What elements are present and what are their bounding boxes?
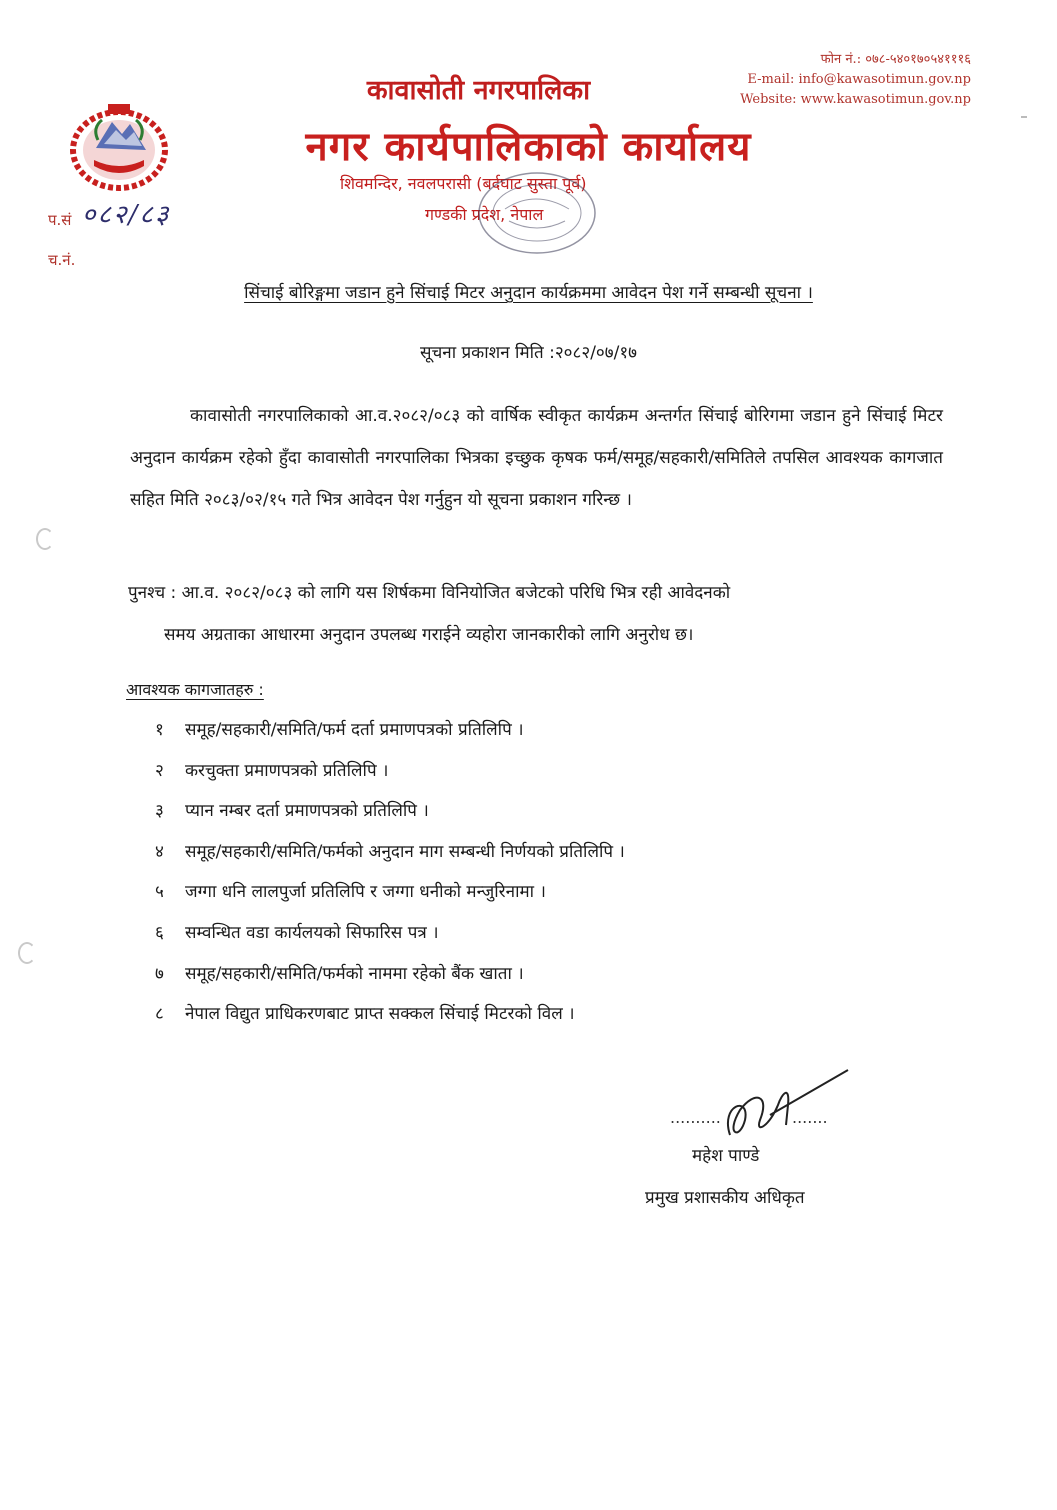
list-item <box>155 715 625 756</box>
handwritten-signature-icon <box>670 1065 850 1155</box>
svg-text:.......: ....... <box>792 1108 828 1127</box>
list-item-text: सम्वन्धित वडा कार्यलयको सिफारिस पत्र । <box>185 922 439 943</box>
address-line1: शिवमन्दिर, नवलपरासी (बर्दघाट सुस्ता पूर्व) <box>340 174 587 193</box>
contact-email: E-mail: info@kawasotimun.gov.np <box>747 72 971 87</box>
list-item <box>155 918 625 959</box>
list-item <box>155 796 625 837</box>
org-name: कावासोती नगरपालिका <box>366 75 591 106</box>
list-item <box>155 959 625 1000</box>
notice-subject <box>0 280 1057 303</box>
contact-phone: फोन नं.: ०७८-५४०१७०५४१११६ <box>820 52 971 67</box>
list-item-text: जग्गा धनि लालपुर्जा प्रतिलिपि र जग्गा धनीको मन्जुरिनामा । <box>185 882 546 903</box>
list-item-text: करचुक्ता प्रमाणपत्रको प्रतिलिपि । <box>185 760 389 781</box>
scan-mark <box>1021 116 1027 118</box>
list-item-number: ३ <box>155 801 164 822</box>
required-documents-list <box>155 715 625 1040</box>
notice-subject-text: सिंचाई बोरिङ्गमा जडान हुने सिंचाई मिटर अनुदान कार्यक्रममा आवेदन पेश गर्ने सम्बन्धी सूचना । <box>244 283 813 303</box>
list-item-text: समूह/सहकारी/समिति/फर्म दर्ता प्रमाणपत्रको प्रतिलिपि । <box>185 720 524 740</box>
required-documents-heading: आवश्यक कागजातहरु : <box>126 680 264 699</box>
svg-text:..........: .......... <box>670 1108 721 1127</box>
list-item <box>155 756 625 797</box>
list-item-text: समूह/सहकारी/समिति/फर्मको अनुदान माग सम्बन्धी निर्णयको प्रतिलिपि । <box>185 841 625 862</box>
punch-hole-mark <box>18 942 36 964</box>
list-item-number: २ <box>155 760 164 781</box>
list-item-number: १ <box>155 720 164 740</box>
address-line2: गण्डकी प्रदेश, नेपाल <box>425 205 544 224</box>
notice-paragraph-1: कावासोती नगरपालिकाको आ.व.२०८२/०८३ को वार्षिक स्वीकृत कार्यक्रम अन्तर्गत सिंचाई बोरिगमा जडान हुने सिंचाई मिटर अनुदान कार्यक्रम रहेको हुँदा कावासोती नगरपालिका भित्रका इच्छुक कृषक फर्म/समूह/सहकारी/समितिले तपसिल आवश्यक कागजात सहित मिति २०८३/०२/१५ गते भित्र आवेदन पेश गर्नुहुन यो सूचना प्रकाशन गरिन्छ । <box>130 406 943 510</box>
reference-label: प.सं <box>48 211 72 229</box>
notice-paragraph-2-line2: समय अग्रताका आधारमा अनुदान उपलब्ध गराईने व्यहोरा जानकारीको लागि अनुरोध छ। <box>164 625 694 645</box>
list-item <box>155 999 625 1040</box>
publication-date: सूचना प्रकाशन मिति :२०८२/०७/१७ <box>419 343 638 363</box>
punch-hole-mark <box>36 528 54 550</box>
notice-paragraph-2-line1: पुनश्च : आ.व. २०८२/०८३ को लागि यस शिर्षकमा विनियोजित बजेटको परिधि भित्र रही आवेदनको <box>128 583 731 603</box>
signatory-title: प्रमुख प्रशासकीय अधिकृत <box>645 1188 805 1208</box>
list-item <box>155 877 625 918</box>
list-item-text: प्यान नम्बर दर्ता प्रमाणपत्रको प्रतिलिपि । <box>185 801 429 822</box>
list-item-text: नेपाल विद्युत प्राधिकरणबाट प्राप्त सक्कल सिंचाई मिटरको विल । <box>185 1004 575 1025</box>
office-name: नगर कार्यपालिकाको कार्यालय <box>305 124 752 170</box>
list-item-number: ७ <box>155 963 164 984</box>
list-item-number: ८ <box>155 1004 164 1025</box>
dispatch-number-label: च.नं. <box>48 251 76 269</box>
notice-paragraph-2 <box>128 572 958 656</box>
office-stamp-icon <box>465 165 610 265</box>
signatory-name: महेश पाण्डे <box>692 1146 760 1166</box>
list-item <box>155 837 625 878</box>
list-item-number: ४ <box>155 841 164 862</box>
reference-number: ०८२/८३ <box>82 200 171 230</box>
list-item-number: ५ <box>155 882 164 903</box>
contact-website: Website: www.kawasotimun.gov.np <box>740 92 971 107</box>
list-item-text: समूह/सहकारी/समिति/फर्मको नाममा रहेको बैंक खाता । <box>185 963 524 984</box>
list-item-number: ६ <box>155 922 164 943</box>
